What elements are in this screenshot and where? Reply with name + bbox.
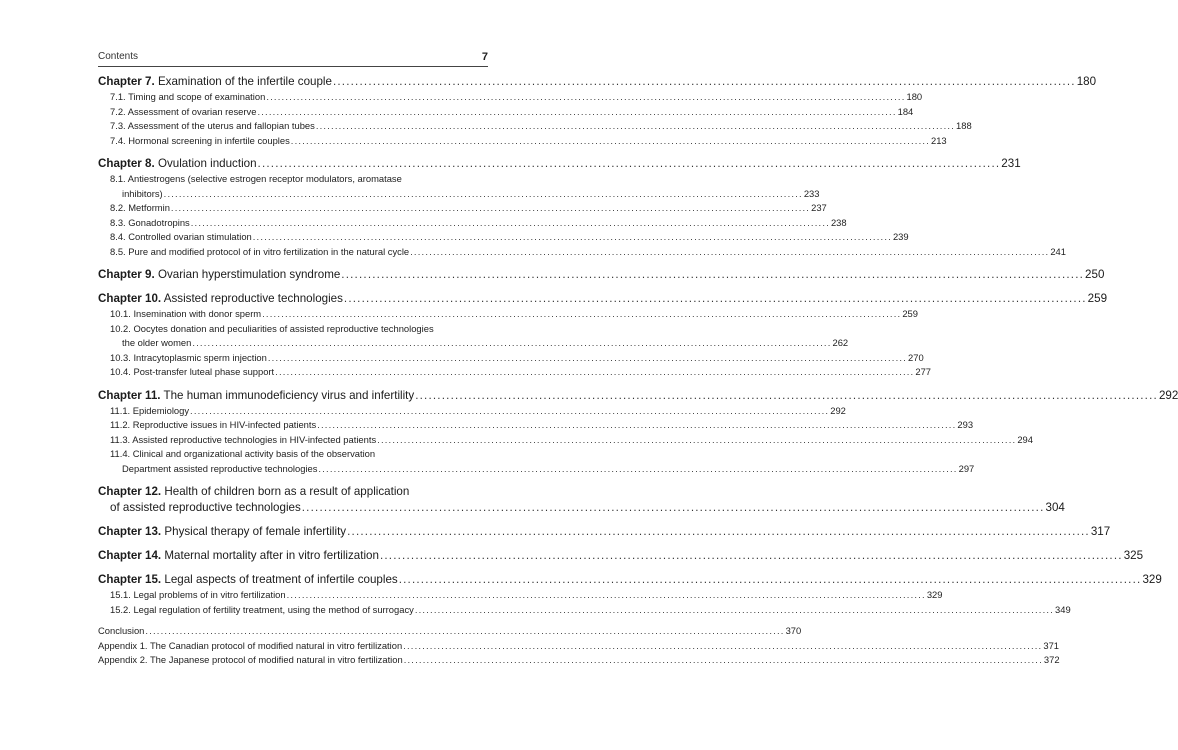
- toc-entry-title: [110, 172, 402, 187]
- toc-section-entry[interactable]: [98, 134, 947, 149]
- toc-entry-title: [110, 603, 414, 618]
- dot-leader: [347, 524, 1090, 540]
- toc-chapter-entry[interactable]: [98, 524, 1111, 540]
- toc-entry-text: Assisted reproductive technologies: [163, 292, 343, 305]
- toc-section-entry[interactable]: [98, 603, 1071, 618]
- toc-entry-title: [110, 500, 301, 516]
- toc-section-entry[interactable]: [98, 322, 485, 337]
- toc-entry-text: Appendix 2. The Japanese protocol of modified natural in vitro fertilization: [98, 654, 403, 665]
- dot-leader: [344, 291, 1087, 307]
- toc-page-number: 317: [1090, 525, 1111, 538]
- toc-page-number: 370: [785, 625, 802, 636]
- toc-entry-text: 10.1. Insemination with donor sperm: [110, 308, 262, 319]
- dot-leader: [377, 433, 1016, 448]
- dot-leader: [399, 572, 1142, 588]
- dot-leader: [302, 500, 1045, 516]
- toc-page-number: 239: [892, 231, 909, 242]
- toc-entry-title: [122, 187, 163, 202]
- toc-page-number: 329: [1142, 573, 1162, 586]
- toc-entry-text: 8.3. Gonadotropins: [110, 216, 190, 228]
- toc-page-number: 241: [1050, 245, 1066, 257]
- chapter-number: Chapter 14.: [98, 549, 162, 562]
- toc-entry-title: [110, 322, 434, 337]
- toc-entry-text: Ovulation induction: [157, 157, 257, 170]
- toc-page-number: 180: [906, 91, 923, 102]
- toc-entry-text: 11.1. Epidemiology: [110, 404, 190, 416]
- toc-entry-text: Physical therapy of female infertility: [164, 525, 347, 538]
- toc-entry-text: 11.4. Clinical and organizational activity basis of the observation: [110, 448, 376, 459]
- dot-leader: [191, 216, 830, 231]
- dot-leader: [404, 653, 1043, 668]
- toc-entry-title: [98, 156, 257, 172]
- toc-section-entry[interactable]: [98, 365, 932, 380]
- toc-section-entry[interactable]: [98, 187, 820, 202]
- toc-entry-text: 8.2. Metformin: [110, 202, 170, 213]
- toc-page-number: 231: [1001, 157, 1021, 170]
- toc-entry-text: 7.1. Timing and scope of examination: [110, 91, 266, 102]
- toc-page-number: 262: [832, 337, 849, 348]
- toc-chapter-entry[interactable]: [98, 548, 1144, 564]
- dot-leader: [415, 388, 1158, 404]
- chapter-number: Chapter 10.: [98, 292, 162, 305]
- toc-entry-text: 8.1. Antiestrogens (selective estrogen receptor modulators, aromatase: [110, 173, 402, 184]
- toc-section-entry[interactable]: [98, 447, 485, 462]
- toc-entry-title: [110, 230, 252, 245]
- toc-page-number: 293: [957, 419, 974, 430]
- toc-entry-title: [98, 388, 414, 404]
- toc-page-number: 213: [930, 134, 947, 146]
- toc-page-number: 188: [956, 120, 972, 131]
- toc-page-number: 259: [1087, 292, 1108, 305]
- toc-section-entry[interactable]: [98, 336, 849, 351]
- chapter-number: Chapter 7.: [98, 75, 155, 88]
- toc-page-number: 294: [1017, 433, 1033, 445]
- toc-entry-title: [110, 307, 261, 322]
- dot-leader: [257, 105, 896, 120]
- toc-section-entry[interactable]: [98, 462, 975, 477]
- dot-leader: [145, 624, 784, 639]
- toc-entry-title: [110, 134, 290, 149]
- running-header-title: Contents: [98, 51, 139, 62]
- toc-page-number: 233: [803, 187, 820, 199]
- toc-entry-text: Health of children born as a result of application: [164, 485, 410, 498]
- chapter-number: Chapter 15.: [98, 573, 162, 586]
- toc-section-entry[interactable]: [98, 90, 923, 105]
- dot-leader: [380, 548, 1123, 564]
- running-header: [98, 51, 488, 65]
- chapter-number: Chapter 13.: [98, 525, 162, 538]
- toc-entry-title: [98, 74, 332, 90]
- toc-section-entry[interactable]: [98, 119, 972, 134]
- toc-entry-text: Conclusion: [98, 625, 145, 636]
- toc-entry-text: The human immunodeficiency virus and infertility: [163, 388, 415, 402]
- toc-section-entry[interactable]: [98, 351, 924, 366]
- toc-chapter-entry[interactable]: [98, 74, 1097, 90]
- dot-leader: [275, 365, 914, 380]
- toc-section-entry[interactable]: [98, 433, 1033, 448]
- page-number: 7: [481, 51, 488, 63]
- toc-page-number: 325: [1123, 549, 1144, 562]
- toc-chapter-entry[interactable]: [98, 267, 1105, 283]
- toc-page-number: 250: [1085, 268, 1105, 281]
- toc-chapter-entry[interactable]: [98, 156, 1021, 172]
- toc-entry-text: Ovarian hyperstimulation syndrome: [157, 268, 341, 281]
- toc-page-number: 238: [830, 216, 847, 228]
- dot-leader: [316, 119, 955, 134]
- toc-section-entry[interactable]: [98, 172, 485, 187]
- dot-leader: [190, 404, 829, 419]
- toc-entry-title: [110, 418, 316, 433]
- toc-entry-title: [110, 365, 274, 380]
- toc-entry-title: [110, 119, 315, 134]
- toc-page-number: 259: [902, 308, 918, 319]
- toc-entry-text: 10.4. Post-transfer luteal phase support: [110, 366, 275, 377]
- toc-entry-title: [98, 572, 398, 588]
- chapter-number: Chapter 12.: [98, 485, 162, 498]
- dot-leader: [268, 351, 907, 366]
- dot-leader: [317, 418, 956, 433]
- toc-entry-title: [110, 588, 286, 603]
- toc-entry-title: [110, 404, 189, 419]
- toc-entry-text: 8.5. Pure and modified protocol of in vitro fertilization in the natural cycle: [110, 245, 410, 257]
- table-of-contents: [98, 74, 1178, 668]
- toc-section-entry[interactable]: [98, 105, 914, 120]
- toc-page-number: 292: [830, 404, 846, 416]
- toc-entry-text: 15.1. Legal problems of in vitro fertilization: [110, 589, 286, 600]
- toc-entry-title: [122, 336, 191, 351]
- toc-entry-title: [110, 447, 375, 462]
- toc-section-entry[interactable]: [98, 216, 847, 231]
- toc-entry-text: 15.2. Legal regulation of fertility treatment, using the method of surrogacy: [110, 603, 414, 615]
- dot-leader: [266, 90, 905, 105]
- toc-entry-text: Department assisted reproductive technologies: [122, 462, 318, 474]
- toc-entry-title: [98, 484, 409, 500]
- toc-page-number: 270: [908, 351, 924, 363]
- toc-entry-text: of assisted reproductive technologies: [110, 501, 301, 514]
- dot-leader: [415, 603, 1054, 618]
- toc-entry-text: 11.3. Assisted reproductive technologies in HIV-infected patients: [110, 433, 377, 445]
- dot-leader: [333, 74, 1076, 90]
- dot-leader: [287, 588, 926, 603]
- toc-entry-title: [98, 653, 403, 668]
- toc-section-entry[interactable]: [98, 404, 846, 419]
- toc-entry-title: [98, 624, 144, 639]
- toc-page-number: 329: [926, 589, 943, 600]
- toc-section-entry[interactable]: [98, 588, 943, 603]
- toc-chapter-entry[interactable]: [98, 572, 1162, 588]
- toc-section-entry[interactable]: [98, 230, 909, 245]
- dot-leader: [410, 245, 1049, 260]
- toc-page-number: 292: [1158, 388, 1178, 402]
- dot-leader: [258, 156, 1001, 172]
- toc-page-number: 371: [1043, 639, 1060, 651]
- chapter-number: Chapter 8.: [98, 157, 155, 170]
- toc-entry-text: Legal aspects of treatment of infertile couples: [164, 573, 398, 586]
- dot-leader: [341, 267, 1084, 283]
- toc-section-entry[interactable]: [98, 201, 827, 216]
- toc-entry-text: 10.3. Intracytoplasmic sperm injection: [110, 351, 267, 363]
- toc-page-number: 349: [1055, 603, 1071, 615]
- toc-section-entry[interactable]: [98, 500, 1065, 516]
- toc-section-entry[interactable]: [98, 418, 974, 433]
- dot-leader: [164, 187, 803, 202]
- toc-entry-text: 7.4. Hormonal screening in infertile couples: [110, 134, 290, 146]
- dot-leader: [403, 639, 1042, 654]
- toc-page-number: 180: [1076, 75, 1097, 88]
- toc-entry-text: 11.2. Reproductive issues in HIV-infected patients: [110, 419, 317, 430]
- dot-leader: [318, 462, 957, 477]
- toc-backmatter-entry[interactable]: [98, 639, 1060, 654]
- toc-entry-title: [98, 267, 340, 283]
- toc-entry-title: [98, 639, 402, 654]
- toc-section-entry[interactable]: [98, 307, 918, 322]
- dot-leader: [192, 336, 831, 351]
- toc-entry-title: [122, 462, 317, 477]
- toc-entry-title: [110, 105, 256, 120]
- toc-entry-text: the older women: [122, 337, 192, 348]
- toc-entry-title: [98, 524, 346, 540]
- toc-section-entry[interactable]: [98, 245, 1066, 260]
- dot-leader: [291, 134, 930, 149]
- toc-entry-text: 7.2. Assessment of ovarian reserve: [110, 105, 257, 117]
- toc-page-number: 304: [1045, 501, 1065, 514]
- chapter-number: Chapter 11.: [98, 388, 161, 402]
- toc-entry-text: Examination of the infertile couple: [157, 75, 332, 88]
- toc-backmatter-entry[interactable]: [98, 624, 802, 639]
- toc-entry-text: 7.3. Assessment of the uterus and fallopian tubes: [110, 120, 315, 131]
- toc-entry-title: [110, 216, 190, 231]
- dot-leader: [253, 230, 892, 245]
- toc-entry-text: Appendix 1. The Canadian protocol of modified natural in vitro fertilization: [98, 639, 403, 651]
- toc-entry-title: [110, 433, 376, 448]
- toc-backmatter-entry[interactable]: [98, 653, 1060, 668]
- toc-entry-text: 8.4. Controlled ovarian stimulation: [110, 231, 252, 242]
- header-rule: [98, 66, 488, 67]
- chapter-number: Chapter 9.: [98, 268, 155, 281]
- toc-entry-text: 10.2. Oocytes donation and peculiarities of assisted reproductive technologies: [110, 322, 434, 334]
- toc-entry-title: [98, 548, 379, 564]
- toc-page-number: 184: [897, 105, 914, 117]
- toc-entry-text: Maternal mortality after in vitro fertilization: [164, 549, 379, 562]
- dot-leader: [262, 307, 901, 322]
- toc-page-number: 372: [1043, 654, 1060, 665]
- toc-chapter-entry[interactable]: [98, 388, 1178, 404]
- toc-entry-title: [110, 245, 409, 260]
- toc-entry-title: [110, 90, 265, 105]
- toc-entry-title: [110, 351, 267, 366]
- dot-leader: [171, 201, 810, 216]
- toc-page-number: 237: [811, 202, 827, 213]
- toc-chapter-entry[interactable]: [98, 484, 485, 500]
- toc-page-number: 277: [915, 366, 932, 377]
- toc-entry-title: [110, 201, 170, 216]
- toc-chapter-entry[interactable]: [98, 291, 1108, 307]
- toc-page-number: 297: [958, 462, 975, 474]
- toc-entry-title: [98, 291, 343, 307]
- toc-entry-text: inhibitors): [122, 187, 163, 199]
